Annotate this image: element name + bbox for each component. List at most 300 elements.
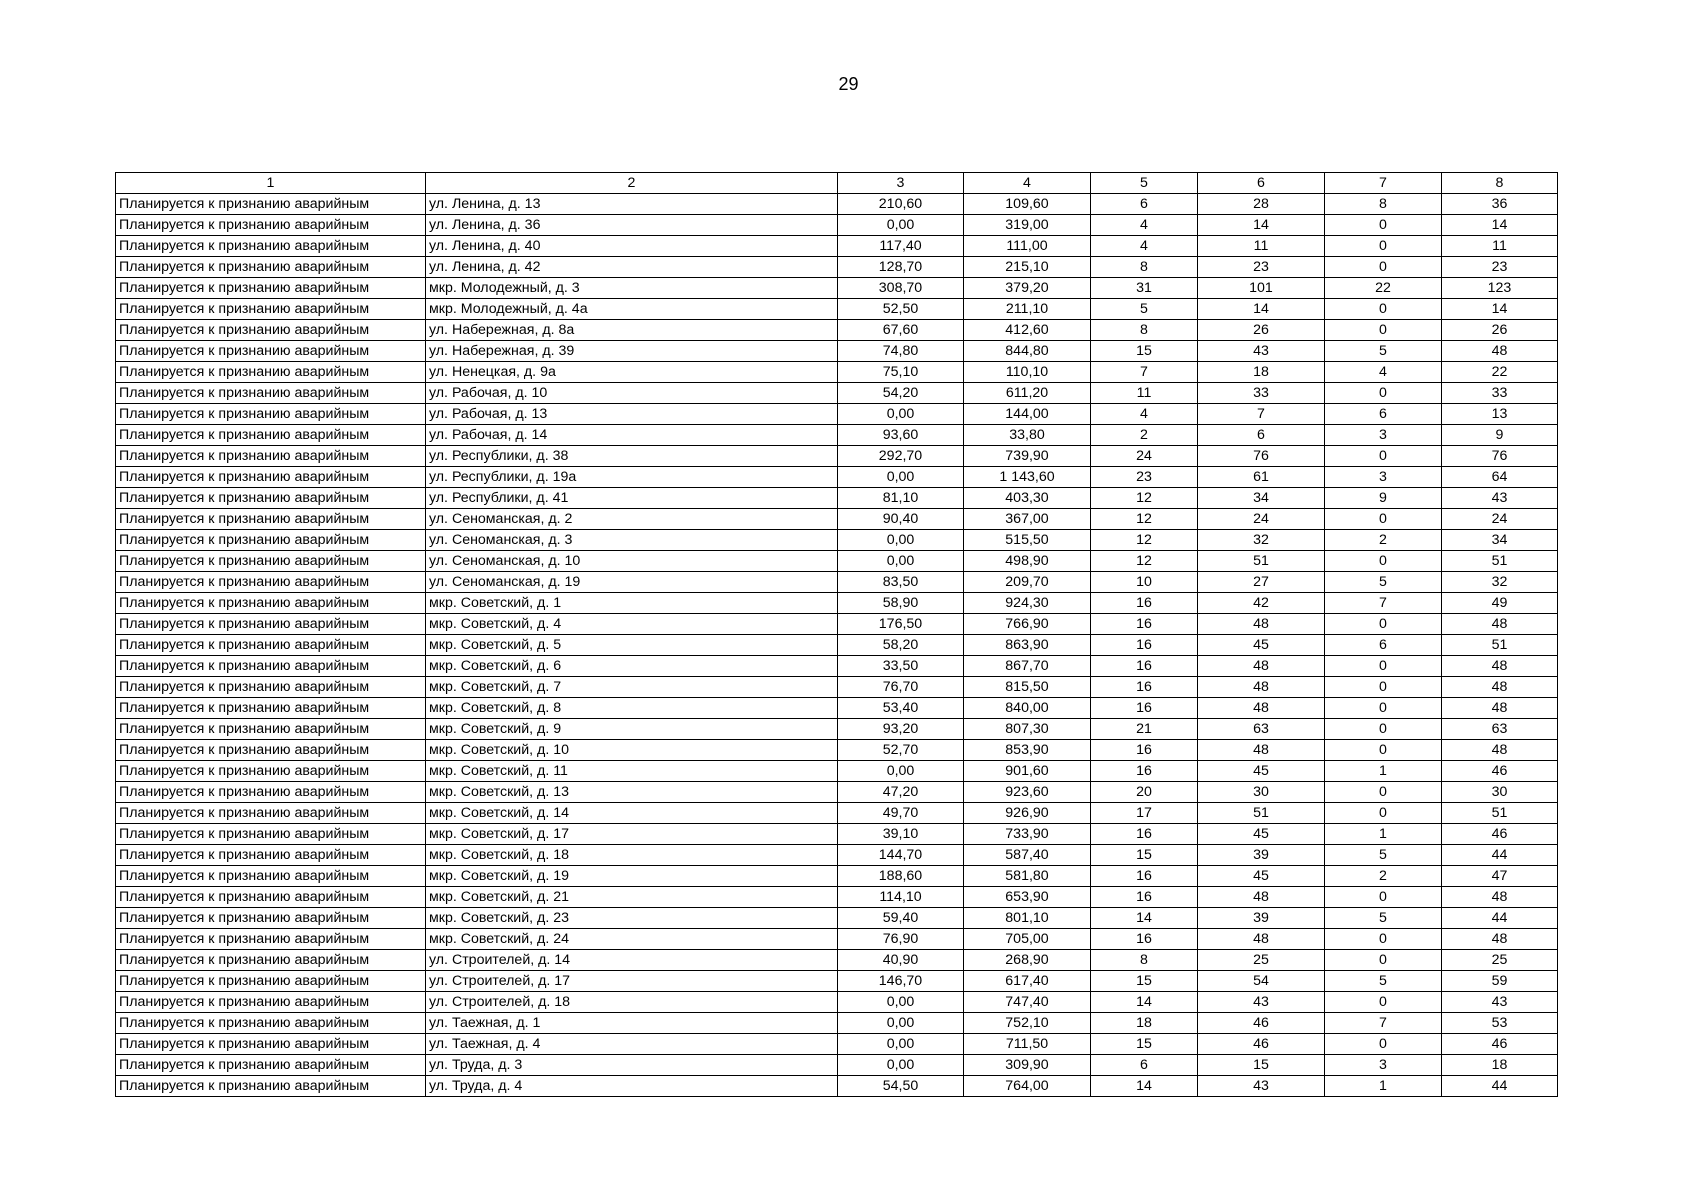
table-body <box>116 194 1558 1097</box>
col5-cell: 16 <box>1091 866 1198 887</box>
status-cell: Планируется к признанию аварийным <box>116 656 426 677</box>
col5-cell: 20 <box>1091 782 1198 803</box>
status-cell: Планируется к признанию аварийным <box>116 845 426 866</box>
col4-cell: 111,00 <box>964 236 1091 257</box>
table-row <box>116 551 1558 572</box>
col4-cell: 403,30 <box>964 488 1091 509</box>
col8-cell: 49 <box>1442 593 1558 614</box>
address-cell: ул. Сеноманская, д. 10 <box>426 551 838 572</box>
col8-cell: 76 <box>1442 446 1558 467</box>
col5-cell: 15 <box>1091 1034 1198 1055</box>
col8-cell: 26 <box>1442 320 1558 341</box>
col8-cell: 44 <box>1442 908 1558 929</box>
col6-cell: 27 <box>1198 572 1325 593</box>
col3-cell: 144,70 <box>838 845 964 866</box>
col3-cell: 33,50 <box>838 656 964 677</box>
col4-cell: 863,90 <box>964 635 1091 656</box>
address-cell: ул. Ленина, д. 40 <box>426 236 838 257</box>
col3-cell: 0,00 <box>838 992 964 1013</box>
col5-cell: 14 <box>1091 1076 1198 1097</box>
col8-cell: 123 <box>1442 278 1558 299</box>
status-cell: Планируется к признанию аварийным <box>116 341 426 362</box>
col8-cell: 51 <box>1442 803 1558 824</box>
col7-cell: 5 <box>1325 971 1442 992</box>
col4-cell: 367,00 <box>964 509 1091 530</box>
table-row <box>116 446 1558 467</box>
col3-cell: 49,70 <box>838 803 964 824</box>
col4-cell: 498,90 <box>964 551 1091 572</box>
table-row <box>116 950 1558 971</box>
address-cell: мкр. Советский, д. 17 <box>426 824 838 845</box>
address-cell: мкр. Молодежный, д. 3 <box>426 278 838 299</box>
table-row <box>116 425 1558 446</box>
col7-cell: 0 <box>1325 509 1442 530</box>
address-cell: ул. Рабочая, д. 10 <box>426 383 838 404</box>
col8-cell: 47 <box>1442 866 1558 887</box>
col4-cell: 840,00 <box>964 698 1091 719</box>
col3-cell: 39,10 <box>838 824 964 845</box>
col8-cell: 30 <box>1442 782 1558 803</box>
col4-cell: 867,70 <box>964 656 1091 677</box>
col6-cell: 43 <box>1198 341 1325 362</box>
col5-cell: 21 <box>1091 719 1198 740</box>
col4-cell: 109,60 <box>964 194 1091 215</box>
col7-cell: 5 <box>1325 845 1442 866</box>
col4-cell: 515,50 <box>964 530 1091 551</box>
col4-cell: 209,70 <box>964 572 1091 593</box>
col5-cell: 6 <box>1091 194 1198 215</box>
col3-cell: 76,70 <box>838 677 964 698</box>
column-header-6: 6 <box>1198 173 1325 194</box>
address-cell: ул. Таежная, д. 4 <box>426 1034 838 1055</box>
address-cell: мкр. Советский, д. 23 <box>426 908 838 929</box>
col8-cell: 43 <box>1442 992 1558 1013</box>
col8-cell: 63 <box>1442 719 1558 740</box>
col8-cell: 34 <box>1442 530 1558 551</box>
status-cell: Планируется к признанию аварийным <box>116 761 426 782</box>
col8-cell: 48 <box>1442 929 1558 950</box>
address-cell: ул. Сеноманская, д. 3 <box>426 530 838 551</box>
col5-cell: 16 <box>1091 740 1198 761</box>
col5-cell: 16 <box>1091 614 1198 635</box>
col4-cell: 653,90 <box>964 887 1091 908</box>
col3-cell: 54,20 <box>838 383 964 404</box>
col8-cell: 13 <box>1442 404 1558 425</box>
col8-cell: 53 <box>1442 1013 1558 1034</box>
col4-cell: 144,00 <box>964 404 1091 425</box>
address-cell: ул. Рабочая, д. 14 <box>426 425 838 446</box>
col5-cell: 2 <box>1091 425 1198 446</box>
col6-cell: 51 <box>1198 551 1325 572</box>
col8-cell: 11 <box>1442 236 1558 257</box>
table-row <box>116 803 1558 824</box>
col3-cell: 40,90 <box>838 950 964 971</box>
col8-cell: 46 <box>1442 1034 1558 1055</box>
col4-cell: 844,80 <box>964 341 1091 362</box>
address-cell: мкр. Молодежный, д. 4а <box>426 299 838 320</box>
col4-cell: 412,60 <box>964 320 1091 341</box>
col6-cell: 48 <box>1198 656 1325 677</box>
col4-cell: 711,50 <box>964 1034 1091 1055</box>
col4-cell: 801,10 <box>964 908 1091 929</box>
table-row <box>116 278 1558 299</box>
col7-cell: 3 <box>1325 1055 1442 1076</box>
col5-cell: 6 <box>1091 1055 1198 1076</box>
address-cell: ул. Труда, д. 4 <box>426 1076 838 1097</box>
col6-cell: 61 <box>1198 467 1325 488</box>
col6-cell: 48 <box>1198 677 1325 698</box>
col5-cell: 18 <box>1091 1013 1198 1034</box>
col7-cell: 3 <box>1325 467 1442 488</box>
column-header-2: 2 <box>426 173 838 194</box>
table-row <box>116 908 1558 929</box>
table-row <box>116 719 1558 740</box>
col6-cell: 15 <box>1198 1055 1325 1076</box>
col7-cell: 0 <box>1325 992 1442 1013</box>
table-row <box>116 929 1558 950</box>
col3-cell: 188,60 <box>838 866 964 887</box>
col6-cell: 33 <box>1198 383 1325 404</box>
col3-cell: 83,50 <box>838 572 964 593</box>
col6-cell: 48 <box>1198 929 1325 950</box>
col3-cell: 292,70 <box>838 446 964 467</box>
table-row <box>116 866 1558 887</box>
col7-cell: 7 <box>1325 1013 1442 1034</box>
address-cell: мкр. Советский, д. 19 <box>426 866 838 887</box>
status-cell: Планируется к признанию аварийным <box>116 194 426 215</box>
col7-cell: 0 <box>1325 299 1442 320</box>
col4-cell: 33,80 <box>964 425 1091 446</box>
status-cell: Планируется к признанию аварийным <box>116 404 426 425</box>
col7-cell: 0 <box>1325 698 1442 719</box>
col4-cell: 807,30 <box>964 719 1091 740</box>
col4-cell: 739,90 <box>964 446 1091 467</box>
col5-cell: 4 <box>1091 215 1198 236</box>
col7-cell: 0 <box>1325 1034 1442 1055</box>
col8-cell: 64 <box>1442 467 1558 488</box>
col7-cell: 1 <box>1325 824 1442 845</box>
status-cell: Планируется к признанию аварийным <box>116 908 426 929</box>
status-cell: Планируется к признанию аварийным <box>116 635 426 656</box>
col3-cell: 81,10 <box>838 488 964 509</box>
table-row <box>116 362 1558 383</box>
address-cell: ул. Набережная, д. 39 <box>426 341 838 362</box>
col3-cell: 0,00 <box>838 215 964 236</box>
col7-cell: 0 <box>1325 677 1442 698</box>
col7-cell: 0 <box>1325 383 1442 404</box>
address-cell: ул. Строителей, д. 18 <box>426 992 838 1013</box>
col7-cell: 22 <box>1325 278 1442 299</box>
column-header-5: 5 <box>1091 173 1198 194</box>
col6-cell: 51 <box>1198 803 1325 824</box>
table-row <box>116 824 1558 845</box>
col6-cell: 63 <box>1198 719 1325 740</box>
table-row <box>116 257 1558 278</box>
col8-cell: 48 <box>1442 341 1558 362</box>
col5-cell: 16 <box>1091 887 1198 908</box>
col7-cell: 2 <box>1325 530 1442 551</box>
col5-cell: 31 <box>1091 278 1198 299</box>
status-cell: Планируется к признанию аварийным <box>116 215 426 236</box>
col8-cell: 51 <box>1442 551 1558 572</box>
col8-cell: 46 <box>1442 761 1558 782</box>
col7-cell: 9 <box>1325 488 1442 509</box>
status-cell: Планируется к признанию аварийным <box>116 593 426 614</box>
col4-cell: 617,40 <box>964 971 1091 992</box>
col7-cell: 0 <box>1325 551 1442 572</box>
col6-cell: 34 <box>1198 488 1325 509</box>
address-cell: ул. Строителей, д. 17 <box>426 971 838 992</box>
col6-cell: 45 <box>1198 761 1325 782</box>
table-row <box>116 236 1558 257</box>
col6-cell: 42 <box>1198 593 1325 614</box>
col5-cell: 16 <box>1091 698 1198 719</box>
address-cell: ул. Рабочая, д. 13 <box>426 404 838 425</box>
status-cell: Планируется к признанию аварийным <box>116 803 426 824</box>
col3-cell: 90,40 <box>838 509 964 530</box>
col4-cell: 587,40 <box>964 845 1091 866</box>
col3-cell: 210,60 <box>838 194 964 215</box>
col5-cell: 12 <box>1091 530 1198 551</box>
col3-cell: 58,90 <box>838 593 964 614</box>
col3-cell: 0,00 <box>838 1055 964 1076</box>
table-row <box>116 761 1558 782</box>
address-cell: мкр. Советский, д. 18 <box>426 845 838 866</box>
col8-cell: 22 <box>1442 362 1558 383</box>
col3-cell: 74,80 <box>838 341 964 362</box>
col5-cell: 8 <box>1091 320 1198 341</box>
col5-cell: 17 <box>1091 803 1198 824</box>
col8-cell: 24 <box>1442 509 1558 530</box>
address-cell: мкр. Советский, д. 14 <box>426 803 838 824</box>
col7-cell: 7 <box>1325 593 1442 614</box>
address-cell: ул. Сеноманская, д. 2 <box>426 509 838 530</box>
col5-cell: 12 <box>1091 551 1198 572</box>
address-cell: ул. Республики, д. 38 <box>426 446 838 467</box>
col3-cell: 117,40 <box>838 236 964 257</box>
col8-cell: 59 <box>1442 971 1558 992</box>
column-header-1: 1 <box>116 173 426 194</box>
col3-cell: 52,50 <box>838 299 964 320</box>
status-cell: Планируется к признанию аварийным <box>116 782 426 803</box>
column-header-3: 3 <box>838 173 964 194</box>
table-row <box>116 887 1558 908</box>
col6-cell: 14 <box>1198 299 1325 320</box>
status-cell: Планируется к признанию аварийным <box>116 530 426 551</box>
status-cell: Планируется к признанию аварийным <box>116 278 426 299</box>
col8-cell: 48 <box>1442 614 1558 635</box>
col3-cell: 0,00 <box>838 551 964 572</box>
col7-cell: 0 <box>1325 803 1442 824</box>
status-cell: Планируется к признанию аварийным <box>116 509 426 530</box>
table-row <box>116 404 1558 425</box>
status-cell: Планируется к признанию аварийным <box>116 572 426 593</box>
col3-cell: 114,10 <box>838 887 964 908</box>
col6-cell: 32 <box>1198 530 1325 551</box>
col3-cell: 0,00 <box>838 761 964 782</box>
status-cell: Планируется к признанию аварийным <box>116 320 426 341</box>
col8-cell: 48 <box>1442 656 1558 677</box>
table-row <box>116 656 1558 677</box>
col7-cell: 8 <box>1325 194 1442 215</box>
col6-cell: 46 <box>1198 1034 1325 1055</box>
col6-cell: 7 <box>1198 404 1325 425</box>
status-cell: Планируется к признанию аварийным <box>116 992 426 1013</box>
status-cell: Планируется к признанию аварийным <box>116 740 426 761</box>
col7-cell: 0 <box>1325 929 1442 950</box>
col5-cell: 16 <box>1091 635 1198 656</box>
col4-cell: 581,80 <box>964 866 1091 887</box>
status-cell: Планируется к признанию аварийным <box>116 824 426 845</box>
col4-cell: 705,00 <box>964 929 1091 950</box>
col6-cell: 48 <box>1198 740 1325 761</box>
address-cell: мкр. Советский, д. 6 <box>426 656 838 677</box>
address-cell: ул. Набережная, д. 8а <box>426 320 838 341</box>
address-cell: ул. Сеноманская, д. 19 <box>426 572 838 593</box>
col6-cell: 25 <box>1198 950 1325 971</box>
status-cell: Планируется к признанию аварийным <box>116 929 426 950</box>
col7-cell: 3 <box>1325 425 1442 446</box>
status-cell: Планируется к признанию аварийным <box>116 383 426 404</box>
col4-cell: 764,00 <box>964 1076 1091 1097</box>
col5-cell: 5 <box>1091 299 1198 320</box>
col7-cell: 0 <box>1325 215 1442 236</box>
col5-cell: 15 <box>1091 971 1198 992</box>
col7-cell: 0 <box>1325 614 1442 635</box>
address-cell: ул. Ленина, д. 42 <box>426 257 838 278</box>
col8-cell: 9 <box>1442 425 1558 446</box>
col6-cell: 48 <box>1198 614 1325 635</box>
col7-cell: 0 <box>1325 719 1442 740</box>
col7-cell: 0 <box>1325 236 1442 257</box>
col6-cell: 46 <box>1198 1013 1325 1034</box>
col4-cell: 926,90 <box>964 803 1091 824</box>
col5-cell: 16 <box>1091 593 1198 614</box>
col4-cell: 110,10 <box>964 362 1091 383</box>
col4-cell: 611,20 <box>964 383 1091 404</box>
status-cell: Планируется к признанию аварийным <box>116 1076 426 1097</box>
status-cell: Планируется к признанию аварийным <box>116 467 426 488</box>
status-cell: Планируется к признанию аварийным <box>116 614 426 635</box>
table-row <box>116 614 1558 635</box>
status-cell: Планируется к признанию аварийным <box>116 950 426 971</box>
status-cell: Планируется к признанию аварийным <box>116 299 426 320</box>
table-row <box>116 299 1558 320</box>
col5-cell: 12 <box>1091 509 1198 530</box>
col3-cell: 54,50 <box>838 1076 964 1097</box>
col6-cell: 11 <box>1198 236 1325 257</box>
table-row <box>116 509 1558 530</box>
col3-cell: 76,90 <box>838 929 964 950</box>
col4-cell: 815,50 <box>964 677 1091 698</box>
col5-cell: 16 <box>1091 761 1198 782</box>
col6-cell: 39 <box>1198 908 1325 929</box>
table-row <box>116 488 1558 509</box>
col3-cell: 0,00 <box>838 1013 964 1034</box>
col7-cell: 1 <box>1325 1076 1442 1097</box>
column-header-8: 8 <box>1442 173 1558 194</box>
column-header-7: 7 <box>1325 173 1442 194</box>
address-cell: мкр. Советский, д. 4 <box>426 614 838 635</box>
col4-cell: 215,10 <box>964 257 1091 278</box>
col4-cell: 853,90 <box>964 740 1091 761</box>
col7-cell: 0 <box>1325 446 1442 467</box>
col4-cell: 766,90 <box>964 614 1091 635</box>
col4-cell: 379,20 <box>964 278 1091 299</box>
col3-cell: 0,00 <box>838 404 964 425</box>
col6-cell: 43 <box>1198 1076 1325 1097</box>
table-row <box>116 341 1558 362</box>
col3-cell: 146,70 <box>838 971 964 992</box>
col7-cell: 0 <box>1325 656 1442 677</box>
col5-cell: 11 <box>1091 383 1198 404</box>
col8-cell: 48 <box>1442 698 1558 719</box>
col7-cell: 0 <box>1325 887 1442 908</box>
housing-table <box>115 172 1558 1097</box>
address-cell: ул. Таежная, д. 1 <box>426 1013 838 1034</box>
col4-cell: 924,30 <box>964 593 1091 614</box>
col4-cell: 747,40 <box>964 992 1091 1013</box>
col8-cell: 48 <box>1442 887 1558 908</box>
col3-cell: 59,40 <box>838 908 964 929</box>
col8-cell: 32 <box>1442 572 1558 593</box>
table-row <box>116 593 1558 614</box>
col8-cell: 14 <box>1442 299 1558 320</box>
address-cell: мкр. Советский, д. 24 <box>426 929 838 950</box>
col5-cell: 16 <box>1091 929 1198 950</box>
col8-cell: 36 <box>1442 194 1558 215</box>
address-cell: мкр. Советский, д. 8 <box>426 698 838 719</box>
col5-cell: 15 <box>1091 341 1198 362</box>
table-row <box>116 215 1558 236</box>
address-cell: мкр. Советский, д. 13 <box>426 782 838 803</box>
col7-cell: 0 <box>1325 257 1442 278</box>
col4-cell: 319,00 <box>964 215 1091 236</box>
col4-cell: 268,90 <box>964 950 1091 971</box>
address-cell: мкр. Советский, д. 11 <box>426 761 838 782</box>
col6-cell: 30 <box>1198 782 1325 803</box>
status-cell: Планируется к признанию аварийным <box>116 677 426 698</box>
col4-cell: 901,60 <box>964 761 1091 782</box>
table-row <box>116 971 1558 992</box>
address-cell: мкр. Советский, д. 1 <box>426 593 838 614</box>
col5-cell: 4 <box>1091 236 1198 257</box>
address-cell: мкр. Советский, д. 21 <box>426 887 838 908</box>
col5-cell: 16 <box>1091 677 1198 698</box>
col7-cell: 5 <box>1325 908 1442 929</box>
table-row <box>116 383 1558 404</box>
col3-cell: 308,70 <box>838 278 964 299</box>
col8-cell: 44 <box>1442 1076 1558 1097</box>
col6-cell: 76 <box>1198 446 1325 467</box>
col6-cell: 26 <box>1198 320 1325 341</box>
status-cell: Планируется к признанию аварийным <box>116 257 426 278</box>
address-cell: ул. Ненецкая, д. 9а <box>426 362 838 383</box>
table-row <box>116 194 1558 215</box>
col3-cell: 75,10 <box>838 362 964 383</box>
col6-cell: 43 <box>1198 992 1325 1013</box>
table-row <box>116 320 1558 341</box>
col7-cell: 5 <box>1325 572 1442 593</box>
col7-cell: 2 <box>1325 866 1442 887</box>
address-cell: ул. Ленина, д. 13 <box>426 194 838 215</box>
col5-cell: 8 <box>1091 950 1198 971</box>
table-row <box>116 740 1558 761</box>
col6-cell: 48 <box>1198 698 1325 719</box>
col4-cell: 752,10 <box>964 1013 1091 1034</box>
address-cell: ул. Строителей, д. 14 <box>426 950 838 971</box>
col3-cell: 0,00 <box>838 467 964 488</box>
